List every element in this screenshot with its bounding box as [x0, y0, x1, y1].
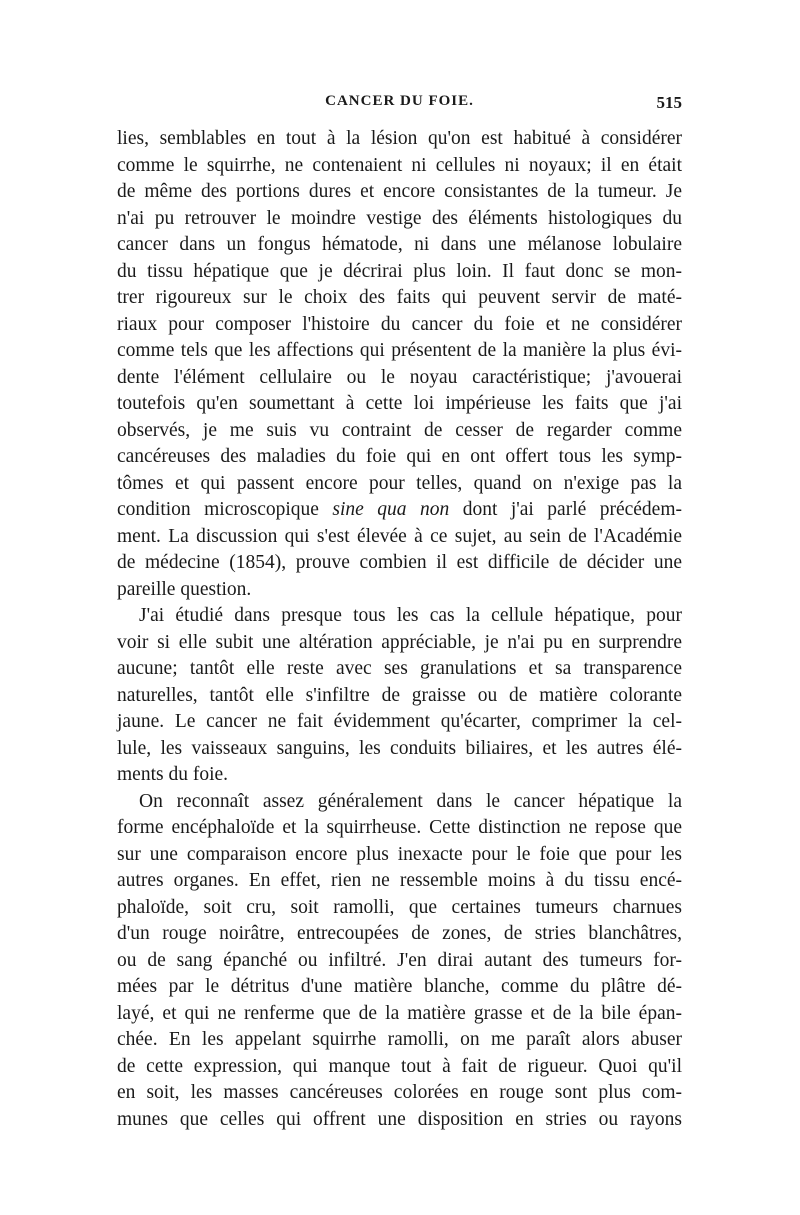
- text-line: layé, et qui ne renferme que de la matière grasse et de la bile épan-: [117, 1002, 682, 1024]
- text-line: lule, les vaisseaux sanguins, les conduits biliaires, et les autres élé-: [117, 737, 682, 759]
- page-number: 515: [656, 93, 682, 112]
- text-line: cancer dans un fongus hématode, ni dans une mélanose lobulaire: [117, 234, 682, 255]
- text-line: de cette expression, qui manque tout à fait de rigueur. Quoi qu'il: [117, 1055, 682, 1077]
- running-title: CANCER DU FOIE.: [325, 93, 474, 109]
- text-line: dente l'élément cellulaire ou le noyau caractéristique; j'avouerai: [117, 366, 682, 388]
- text-line: n'ai pu retrouver le moindre vestige des éléments histologiques du: [117, 207, 682, 229]
- text-line: aucune; tantôt elle reste avec ses granulations et sa transparence: [117, 658, 682, 679]
- text-line: comme le squirrhe, ne contenaient ni cellules ni noyaux; il en était: [117, 154, 682, 176]
- text-line: voir si elle subit une altération appréciable, je n'ai pu en surprendre: [117, 631, 682, 653]
- text-line: autres organes. En effet, rien ne ressemble moins à du tissu encé-: [117, 870, 682, 891]
- text-line: lies, semblables en tout à la lésion qu'on est habitué à considérer: [117, 128, 682, 149]
- text-line-with-italic: [117, 497, 682, 524]
- text-line: ou de sang épanché ou infiltré. J'en dirai autant des tumeurs for-: [117, 949, 682, 971]
- text-line: forme encéphaloïde et la squirrheuse. Cette distinction ne repose que: [117, 817, 682, 838]
- text-line: naturelles, tantôt elle s'infiltre de graisse ou de matière colorante: [117, 684, 682, 706]
- text-line: mées par le détritus d'une matière blanche, comme du plâtre dé-: [117, 976, 682, 997]
- text-line: chée. En les appelant squirrhe ramolli, on me paraît alors abuser: [117, 1029, 682, 1050]
- text-line: tômes et qui passent encore pour telles, quand on n'exige pas la: [117, 472, 682, 494]
- text-line: toutefois qu'en soumettant à cette loi impérieuse les faits que j'ai: [117, 393, 682, 414]
- paragraph-start-line: On reconnaît assez généralement dans le cancer hépatique la: [139, 790, 682, 812]
- text-line: phaloïde, soit cru, soit ramolli, que certaines tumeurs charnues: [117, 896, 682, 918]
- text-line: de médecine (1854), prouve combien il est difficile de décider une: [117, 552, 682, 573]
- page-header: [117, 93, 682, 115]
- text-line: riaux pour composer l'histoire du cancer du foie et ne considérer: [117, 313, 682, 335]
- text-line: observés, je me suis vu contraint de cesser de regarder comme: [117, 419, 682, 441]
- text-line: de même des portions dures et encore consistantes de la tumeur. Je: [117, 181, 682, 202]
- text-line: munes que celles qui offrent une disposition en stries ou rayons: [117, 1108, 682, 1130]
- text-segment: condition microscopique: [117, 499, 333, 520]
- text-segment: dont j'ai parlé précédem-: [449, 499, 682, 520]
- text-line: ment. La discussion qui s'est élevée à ce sujet, au sein de l'Académie: [117, 525, 682, 547]
- text-line: ments du foie.: [117, 764, 229, 785]
- text-line: sur une comparaison encore plus inexacte pour le foie que pour les: [117, 843, 682, 865]
- text-line: cancéreuses des maladies du foie qui en ont offert tous les symp-: [117, 446, 682, 467]
- text-line: jaune. Le cancer ne fait évidemment qu'écarter, comprimer la cel-: [117, 711, 682, 732]
- body-text: [117, 126, 682, 1133]
- text-line: du tissu hépatique que je décrirai plus loin. Il faut donc se mon-: [117, 260, 682, 282]
- text-line: trer rigoureux sur le choix des faits qui peuvent servir de maté-: [117, 287, 682, 308]
- text-line: en soit, les masses cancéreuses colorées en rouge sont plus com-: [117, 1082, 682, 1103]
- italic-latin-phrase: sine qua non: [332, 499, 450, 520]
- paragraph-start-line: J'ai étudié dans presque tous les cas la cellule hépatique, pour: [139, 605, 682, 626]
- text-line: comme tels que les affections qui présentent de la manière la plus évi-: [117, 340, 682, 361]
- text-line: pareille question.: [117, 578, 252, 600]
- text-line: d'un rouge noirâtre, entrecoupées de zones, de stries blanchâtres,: [117, 923, 682, 944]
